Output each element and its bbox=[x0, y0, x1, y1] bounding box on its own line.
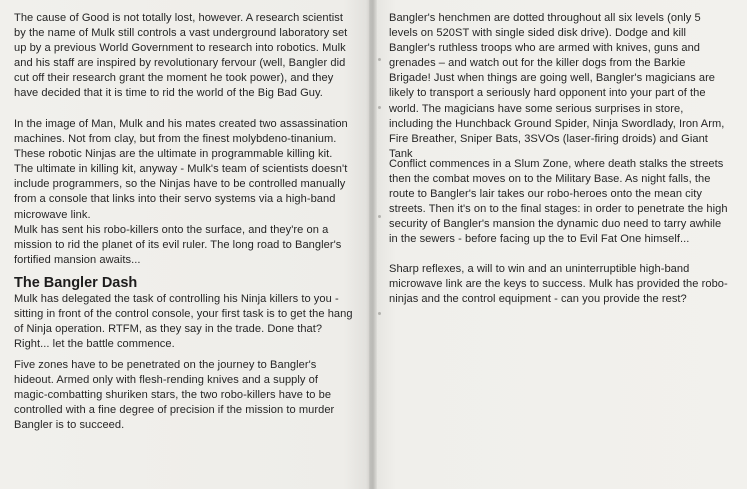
right-page bbox=[375, 0, 747, 489]
binding-hole-mark bbox=[378, 312, 381, 315]
right-paragraph-1: Bangler's henchmen are dotted throughout all six levels (only 5 levels on 520ST with single sided disk drive). Dodge and kill Bangler's ruthless troops who are armed with knives, guns and grenades – and watch out for the killer dogs from the Barkie Brigade! Just when things are going well, Bangler's magicians are likely to transport a seriously hard opponent into your part of the world. The magicians have some serious surprises in store, including the Hunchback Ground Spider, Ninja Swordlady, Iron Arm, Fire Breather, Sniper Bats, 3SVOs (laser-firing droids) and Giant Tank bbox=[389, 12, 725, 160]
left-paragraph-1: The cause of Good is not totally lost, however. A research scientist by the name of Mulk still controls a vast underground laboratory set up by a previous World Government to research into robotics. Mulk and his staff are inspired by revolutionary fervour (well, Bangler did cut off their research grant the moment he took power), and they have decided that it is time to rid the world of the Big Bad Guy. bbox=[14, 12, 348, 100]
section-heading: The Bangler Dash bbox=[14, 275, 138, 291]
left-page bbox=[0, 0, 370, 489]
left-paragraph-3: Mulk has sent his robo-killers onto the surface, and they're on a mission to rid the planet of its evil ruler. The long road to Bangler's fortified mansion awaits... bbox=[14, 224, 342, 267]
left-paragraph-5: Five zones have to be penetrated on the journey to Bangler's hideout. Armed only with flesh-rending knives and a supply of magic-combatting shuriken stars, the two robo-killers have to be controlled with a fine degree of precision if the mission to murder Bangler is to succeed. bbox=[14, 359, 335, 432]
binding-hole-mark bbox=[378, 106, 381, 109]
left-paragraph-2: In the image of Man, Mulk and his mates created two assassination machines. Not from clay, but from the finest molybdeno-tinanium. These robotic Ninjas are the ultimate in programmable killing kit. The ultimate in killing kit, anyway - Mulk's team of scientists doesn't include programmers, so the Ninjas have to be controlled manually from a console that links into their servo systems via a high-band microwave link. bbox=[14, 118, 348, 221]
right-paragraph-3: Sharp reflexes, a will to win and an uninterruptible high-band microwave link are the keys to success. Mulk has provided the robo-ninjas and the control equipment - can you provide the rest? bbox=[389, 263, 728, 306]
binding-hole-mark bbox=[378, 58, 381, 61]
right-paragraph-2: Conflict commences in a Slum Zone, where death stalks the streets then the combat moves on to the Military Base. As night falls, the route to Bangler's lair takes our robo-heroes onto the mean city streets. Then it's on to the final stages: in order to penetrate the high security of Bangler's mansion the dynamic duo need to tarry awhile in the sewers - before facing up the to Evil Fat One himself... bbox=[389, 158, 728, 246]
binding-hole-mark bbox=[378, 215, 381, 218]
left-paragraph-4: Mulk has delegated the task of controlling his Ninja killers to you - sitting in front of the control console, your first task is to get the hang of Ninja operation. RTFM, as they say in the trade. Done that? Right... let the battle commence. bbox=[14, 293, 353, 351]
